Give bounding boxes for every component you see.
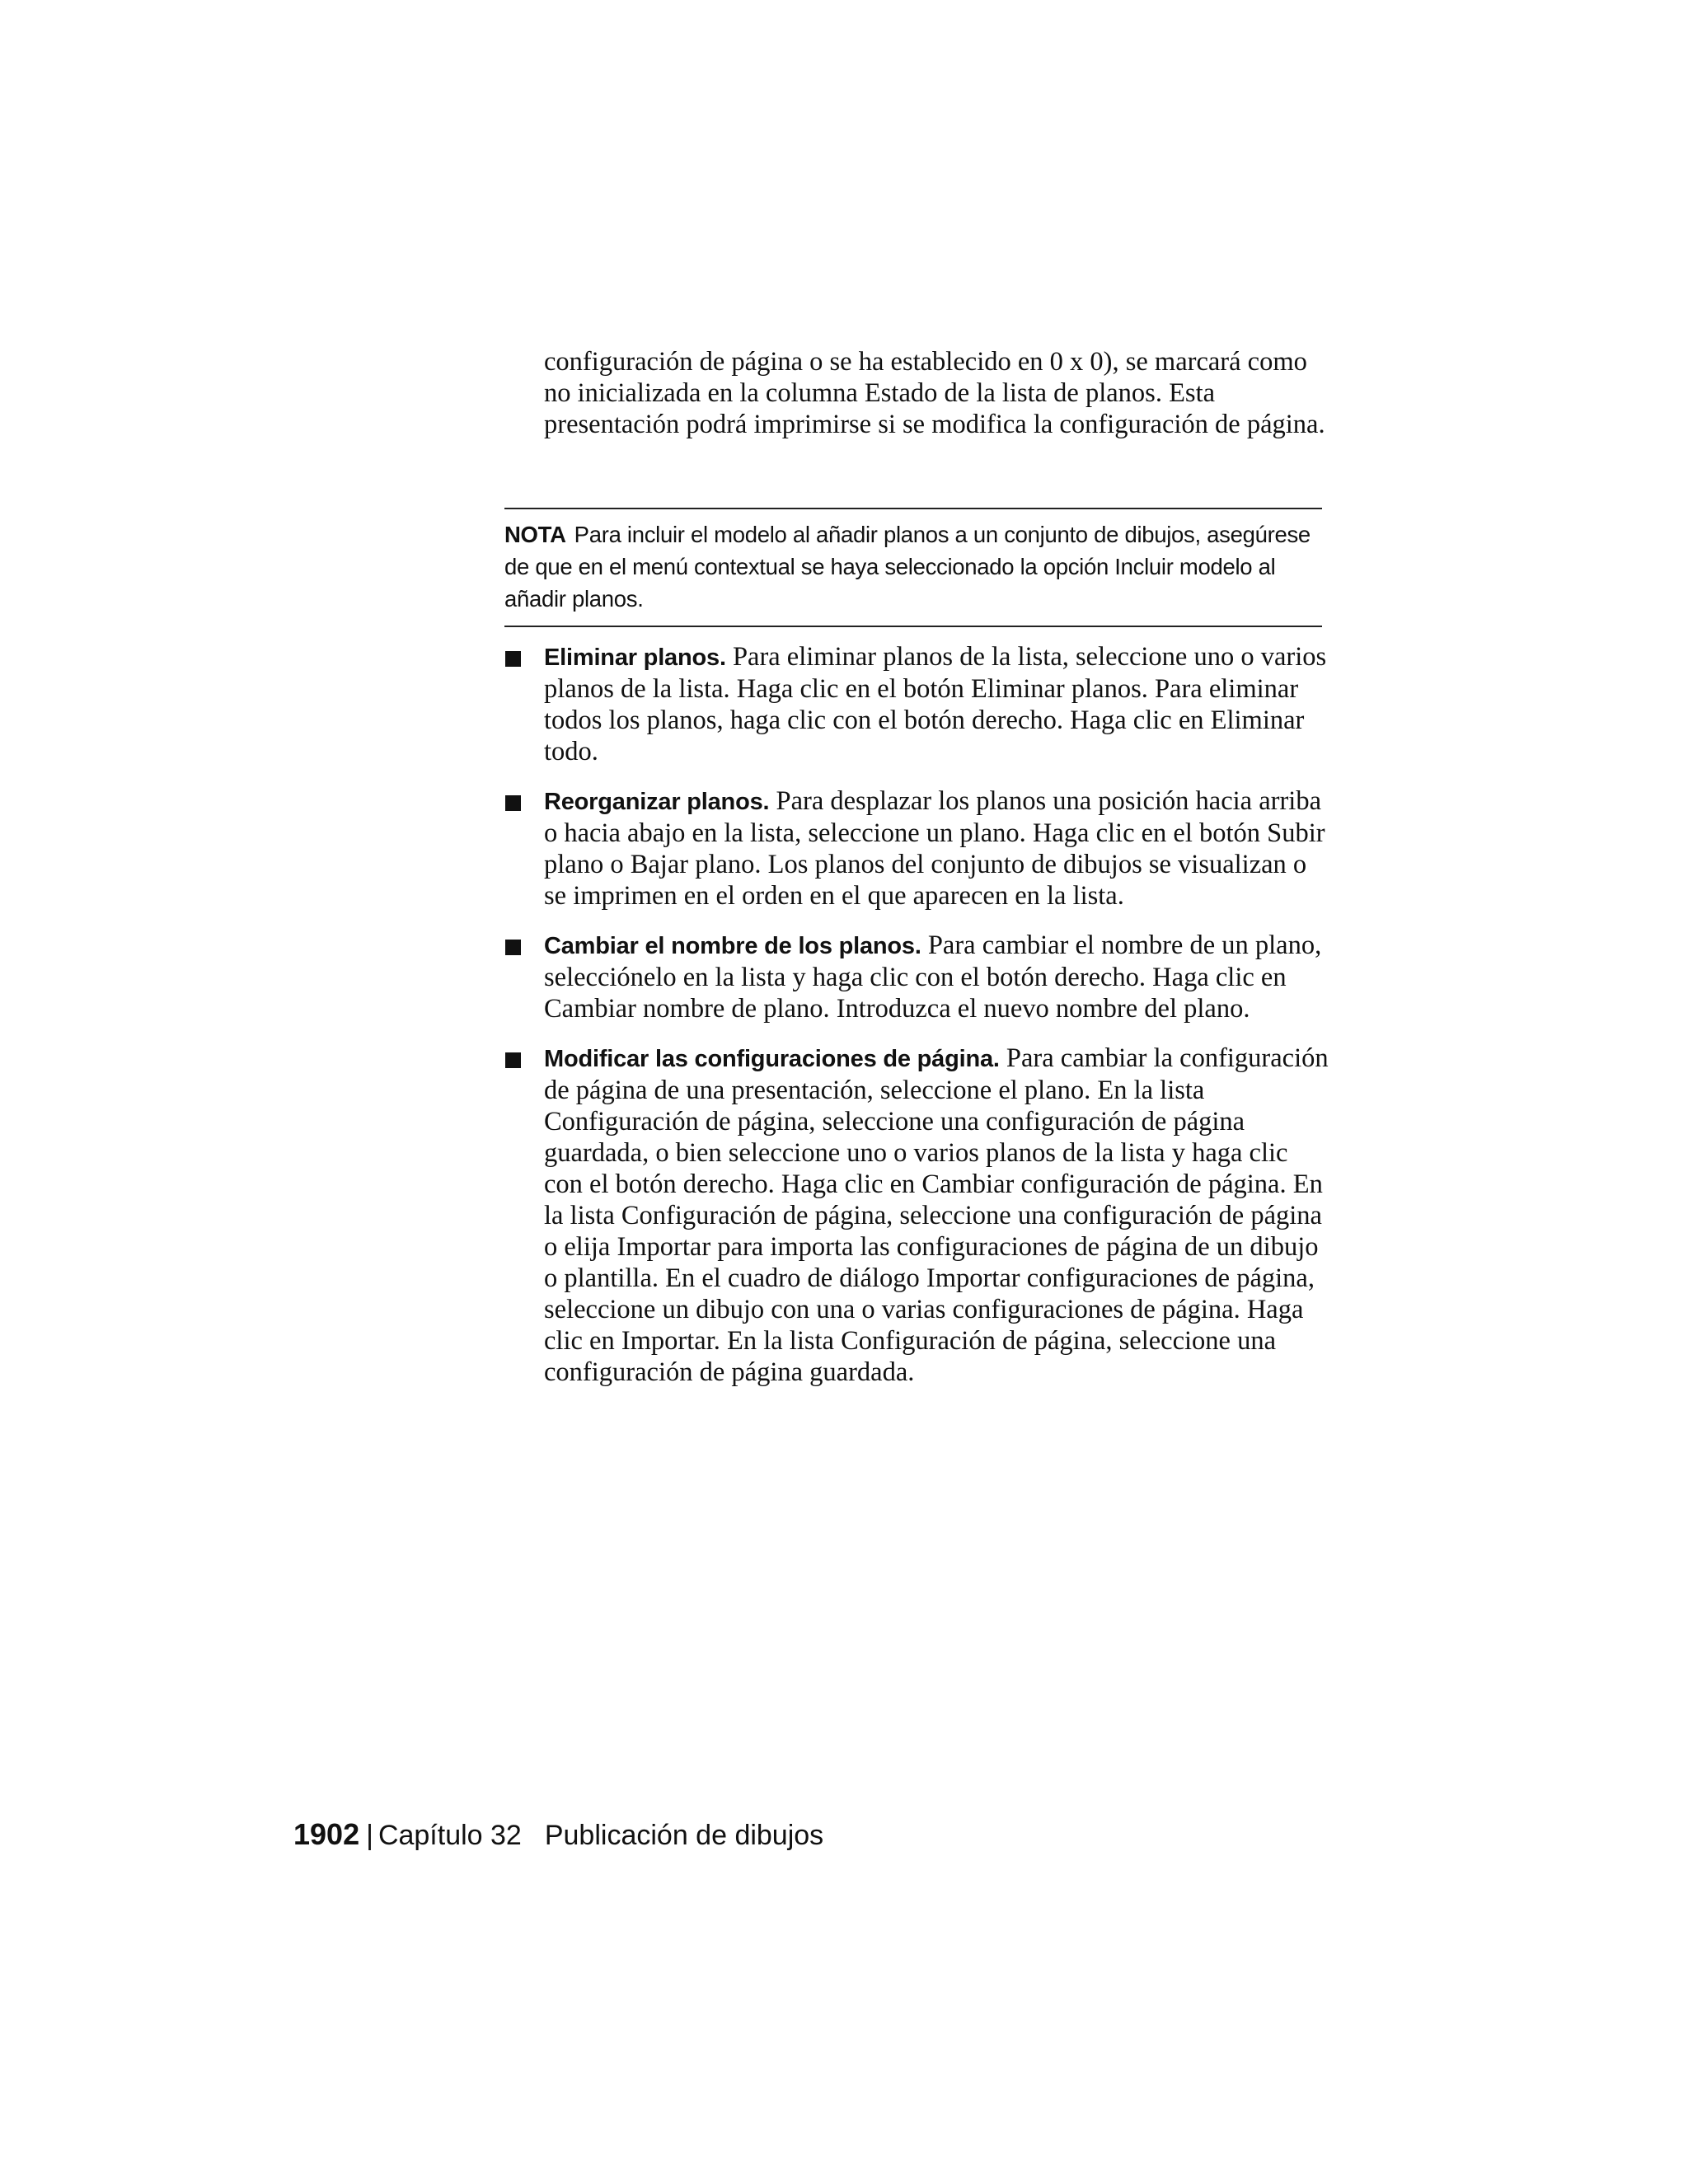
chapter-title: Publicación de dibujos [544,1820,824,1851]
bullet-text: Para eliminar planos de la lista, seleccione uno o varios planos de la lista. Haga clic en el botón Eliminar planos. Para eliminar todos los planos, haga clic con el botón derecho. Haga clic en Eliminar todo. [544,642,1327,766]
square-bullet-icon [505,940,521,955]
square-bullet-icon [505,795,521,811]
bullet-text: Para cambiar el nombre de un plano, selecciónelo en la lista y haga clic con el botón derecho. Haga clic en Cambiar nombre de plano. Introduzca el nuevo nombre del plano. [544,930,1322,1024]
square-bullet-icon [505,1052,521,1068]
square-bullet-icon [505,651,521,667]
note-text: Para incluir el modelo al añadir planos a un conjunto de dibujos, asegúrese de que en el menú contextual se haya seleccionado la opción Incluir modelo al añadir planos. [504,522,1311,612]
list-item [504,930,1329,1024]
list-item [504,785,1329,912]
page-number: 1902 [293,1817,360,1851]
bullet-term: Eliminar planos. [544,644,726,671]
bullet-text: Para cambiar la configuración de página de una presentación, seleccione el plano. En la lista Configuración de página, seleccione una configuración de página guardada, o bien seleccione uno o varios planos de la lista y haga clic con el botón derecho. Haga clic en Cambiar configuración de página. En la lista Configuración de página, seleccione una configuración de página o elija Importar para importa las configuraciones de página de un dibujo o plantilla. En el cuadro de diálogo Importar configuraciones de página, seleccione un dibujo con una o varias configuraciones de página. Haga clic en Importar. En la lista Configuración de página, seleccione una configuración de página guardada. [544,1043,1329,1387]
page-footer [293,1818,823,1852]
bullet-term: Reorganizar planos. [544,789,770,815]
list-item [504,1043,1329,1388]
bullet-term: Cambiar el nombre de los planos. [544,933,921,959]
note-label: NOTA [504,522,566,547]
note-box [504,508,1322,627]
chapter-label: Capítulo 32 [377,1820,522,1851]
bullet-list [504,641,1329,1406]
intro-paragraph: configuración de página o se ha establecido en 0 x 0), se marcará como no inicializada en la columna Estado de la lista de planos. Esta presentación podrá imprimirse si se modifica la configuración de página. [544,347,1325,439]
list-item [504,641,1329,767]
bullet-term: Modificar las configuraciones de página. [544,1046,1000,1072]
footer-separator: | [366,1820,373,1851]
bullet-text: Para desplazar los planos una posición hacia arriba o hacia abajo en la lista, seleccione un plano. Haga clic en el botón Subir plano o Bajar plano. Los planos del conjunto de dibujos se visualizan o se imprimen en el orden en el que aparecen en la lista. [544,786,1325,911]
